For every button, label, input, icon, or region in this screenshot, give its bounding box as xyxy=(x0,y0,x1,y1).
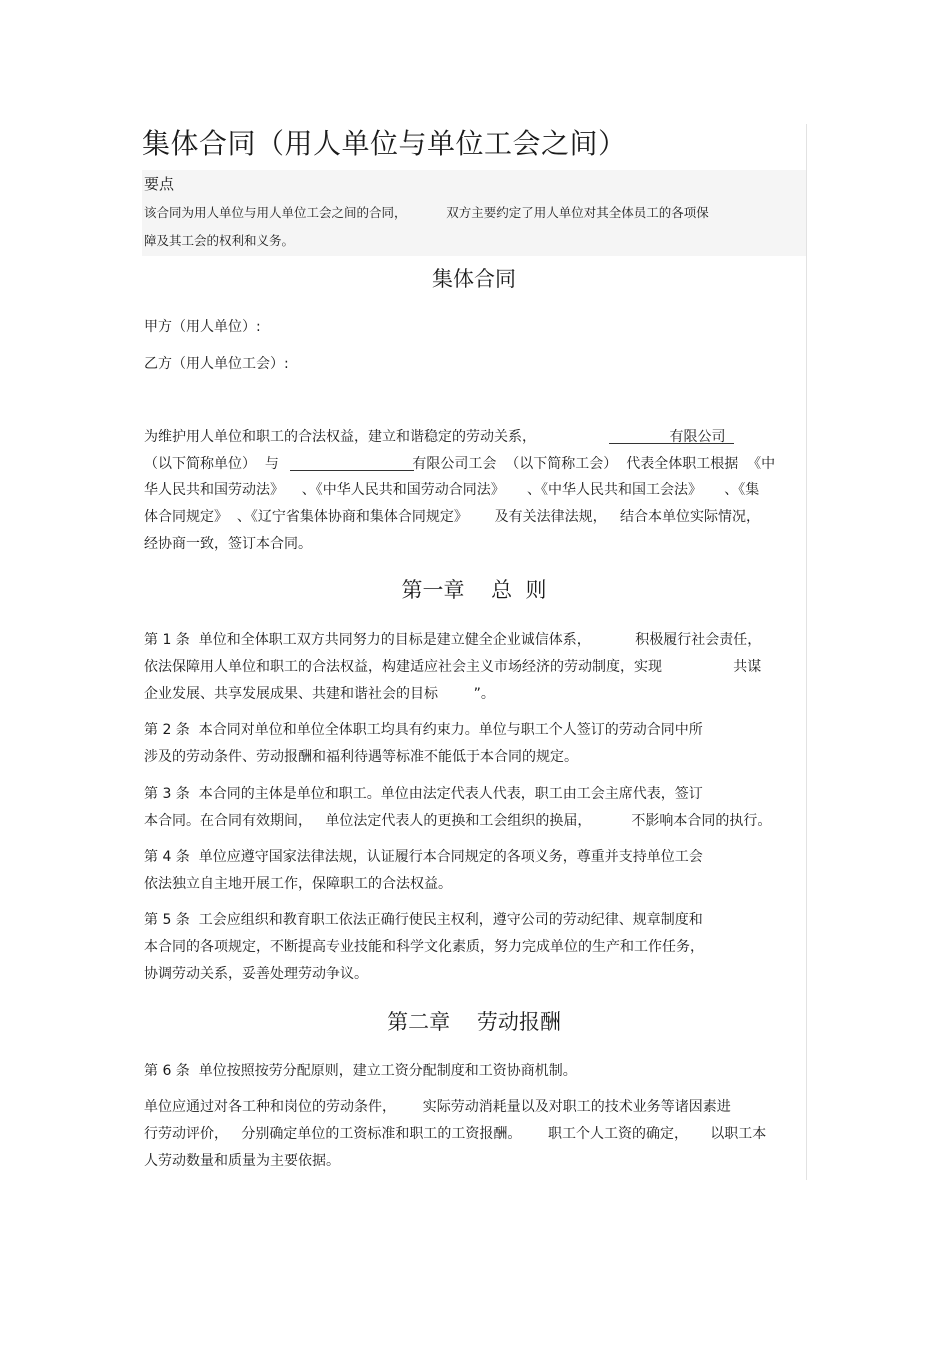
article-2-line: 第 2 条 本合同对单位和单位全体职工均具有约束力。单位与职工个人签订的劳动合同中所 xyxy=(144,722,703,738)
article-5-line: 第 5 条 工会应组织和教育职工依法正确行使民主权利，遵守公司的劳动纪律、规章制度和 xyxy=(144,912,703,928)
company-name-blank xyxy=(609,443,734,444)
party-a-label: 甲方（用人单位）: xyxy=(144,319,261,335)
article-4-line: 第 4 条 单位应遵守国家法律法规，认证履行本合同规定的各项义务，尊重并支持单位工会 xyxy=(144,849,703,865)
article-1-line: 依法保障用人单位和职工的合法权益，构建适应社会主义市场经济的劳动制度，实现 共谋 xyxy=(144,659,762,675)
preamble-line: 为维护用人单位和职工的合法权益，建立和谐稳定的劳动关系， 有限公司 xyxy=(144,429,726,445)
article-3-line: 第 3 条 本合同的主体是单位和职工。单位由法定代表人代表，职工由工会主席代表，签订 xyxy=(144,786,703,802)
article-6-line: 第 6 条 单位按照按劳分配原则，建立工资分配制度和工资协商机制。 xyxy=(144,1063,577,1079)
article-2-line: 涉及的劳动条件、劳动报酬和福利待遇等标准不能低于本合同的规定。 xyxy=(144,749,578,765)
document-title: 集体合同（用人单位与单位工会之间） xyxy=(142,127,627,160)
preamble-line: （以下简称单位） 与 有限公司工会 （以下简称工会） 代表全体职工根据 《中 xyxy=(144,456,776,472)
article-3-line: 本合同。在合同有效期间， 单位法定代表人的更换和工会组织的换届， 不影响本合同的执行。 xyxy=(144,813,772,829)
chapter-1-heading: 第一章 总 则 xyxy=(401,578,547,602)
article-5-line: 协调劳动关系，妥善处理劳动争议。 xyxy=(144,966,368,982)
article-6-paragraph-line: 单位应通过对各工种和岗位的劳动条件， 实际劳动消耗量以及对职工的技术业务等诸因素进 xyxy=(144,1099,731,1115)
contract-title: 集体合同 xyxy=(432,267,516,291)
summary-line: 该合同为用人单位与用人单位工会之间的合同， 双方主要约定了用人单位对其全体员工的各项保 xyxy=(144,205,709,220)
article-4-line: 依法独立自主地开展工作，保障职工的合法权益。 xyxy=(144,876,452,892)
summary-heading: 要点 xyxy=(144,175,175,193)
summary-box xyxy=(142,170,806,256)
article-1-line: 第 1 条 单位和全体职工双方共同努力的目标是建立健全企业诚信体系， 积极履行社会责任， xyxy=(144,632,762,648)
chapter-2-heading: 第二章 劳动报酬 xyxy=(387,1010,561,1034)
summary-line: 障及其工会的权利和义务。 xyxy=(144,233,295,248)
preamble-line: 体合同规定》 、《辽宁省集体协商和集体合同规定》 及有关法律法规， 结合本单位实际情况， xyxy=(144,509,760,525)
party-b-label: 乙方（用人单位工会）: xyxy=(144,356,289,372)
document-page xyxy=(142,124,807,1180)
preamble-line: 经协商一致，签订本合同。 xyxy=(144,536,312,552)
preamble-line: 华人民共和国劳动法》 、《中华人民共和国劳动合同法》 、《中华人民共和国工会法》 、《集 xyxy=(144,482,760,498)
article-1-line: 企业发展、共享发展成果、共建和谐社会的目标 ”。 xyxy=(144,686,495,702)
article-6-paragraph-line: 行劳动评价， 分别确定单位的工资标准和职工的工资报酬。 职工个人工资的确定， 以职工本 xyxy=(144,1126,767,1142)
article-6-paragraph-line: 人劳动数量和质量为主要依据。 xyxy=(144,1153,340,1169)
union-name-blank xyxy=(290,470,414,471)
article-5-line: 本合同的各项规定，不断提高专业技能和科学文化素质，努力完成单位的生产和工作任务， xyxy=(144,939,704,955)
